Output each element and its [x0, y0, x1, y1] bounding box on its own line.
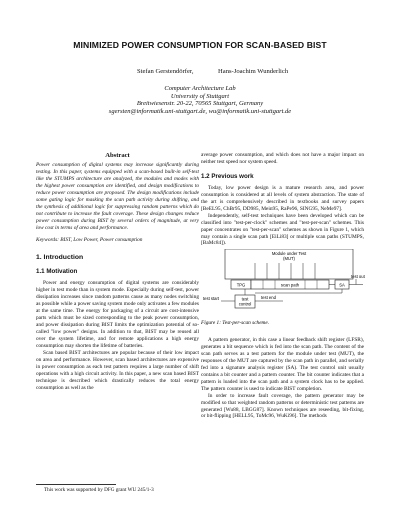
paragraph: Independently, self-test techniques have been developed which can be classified into "test-per-clock" schemes and "test-per-scan" schemes. This paper concentrates on "test-per-scan" schemes as shown in Figure 1, which may contain a single scan path [EiLi83] or multiple scan paths (STUMPS, [BaMc84]). [201, 212, 364, 247]
affiliation-email: sgersten@informatik.uni-stuttgart.de, wu@informatik.uni-stuttgart.de [108, 107, 292, 115]
paragraph: In order to increase fault coverage, the pattern generator may be modified so that weighted random patterns or deterministic test patterns are generated [Wu88, LBGG87]. Known techniques are reseeding, bit-fixing, or bit-flipping [HELL95, ToMc96, WuKi96]. The methods [201, 392, 364, 420]
author-1: Stefan Gerstendörfer, [137, 68, 194, 75]
test-out-label: test out [351, 274, 365, 279]
test-end-label: test end [261, 295, 276, 300]
keywords: Keywords: BIST, Low Power, Power consumption [36, 237, 143, 244]
mut-arrows [255, 263, 315, 279]
figure-caption: Figure 1: Test-per-scan scheme. [201, 320, 270, 326]
author-2: Hans-Joachim Wunderlich [218, 68, 289, 75]
paragraph: Scan based BIST architectures are popular because of their low impact on area and performance. However, scan based architectures are expensive in power consumption as each test pattern requires a large number of shift operations with a high circuit activity. In this paper, a new scan based BIST technique is described which drastically reduces the total energy consumption as well as the [36, 349, 199, 391]
tpg-label: TPG [236, 282, 246, 288]
scan-path-label: scan path [280, 282, 300, 288]
mut-label-abbrev: (MUT) [283, 256, 295, 261]
right-column-lower [201, 337, 364, 420]
mut-label: Module under Test [271, 251, 307, 256]
footnote: This work was supported by DFG grant WU 245/1-3 [44, 487, 154, 493]
abstract-heading: Abstract [105, 152, 130, 159]
section-introduction: 1. Introduction [36, 254, 84, 262]
test-control-label-2: control [238, 301, 252, 307]
paragraph: Power and energy consumption of digital systems are considerably higher in test mode than in system mode. Especially during self-test, power dissipation increases since random patterns cause as many nodes switching as possible while a power saving system mode only activates a few modules at the same time. The energy for packaging of a circuit are cost-intensive parts which must be sized corresponding to the peak power consumption, and power dissipation during BIST limits the optimization potential of so-called "low power" designs. In addition to that, BIST may be reused all over the system lifetime, and for remote applications a high energy consumption may shorten the lifetime of batteries. [36, 280, 199, 349]
paragraph: A pattern generator, in this case a linear feedback shift register (LFSR), generates a bit sequence which is fed into the scan path. The content of the scan path serves as a test pattern for the module under test (MUT), the responses of the MUT are captured by the scan path in parallel, and serially fed into a signature analysis register (SA). The test control unit usually contains a bit counter and a pattern counter. The bit counter indicates that a pattern is loaded into the scan path and a system clock has to be applied. The pattern counter is used to indicate BIST completion. [201, 337, 364, 392]
affiliation-lab: Computer Architecture Lab [164, 85, 236, 92]
subsection-motivation: 1.1 Motivation [36, 268, 78, 276]
figure-test-per-scan [201, 249, 366, 327]
left-column [36, 153, 199, 392]
sa-label: SA [339, 282, 345, 288]
test-start-label: test start [203, 296, 220, 301]
subsection-previous-work: 1.2 Previous work [201, 172, 254, 180]
affiliation-address: Breitwiesenstr. 20-22, 70565 Stuttgart, Germany [136, 100, 264, 107]
affiliation-university: University of Stuttgart [170, 92, 230, 100]
affiliation-block [0, 85, 400, 115]
right-column [201, 152, 364, 247]
test-control-label: test [241, 296, 249, 302]
footnote-rule [36, 484, 116, 485]
paper-title: MINIMIZED POWER CONSUMPTION FOR SCAN-BASED BIST [73, 40, 327, 50]
abstract-text: Power consumption of digital systems may increase significantly during testing. In this paper, systems equipped with a scan-based built-in self-test like the STUMPS architecture are analyzed, the modules and modes with the highest power consumption are identified, and design modifications to reduce power consumption are proposed. The design modifications include some gating logic for masking the scan path activity during shifting, and the synthesis of additional logic for suppressing random patterns which do not contribute to increase the fault coverage. These design changes reduce power consumption during BIST by several orders of magnitude, at very low cost in terms of area and performance. [36, 161, 199, 231]
paragraph: average power consumption, and which does not have a major impact on neither test speed nor system speed. [201, 152, 364, 165]
paragraph: Today, low power design is a mature research area, and power consumption is considered at all levels of system abstraction. The state of the art is comprehensively described in textbooks and survey papers [BeEL95, ChBr95, DD985, Mein95, RaPe96, SING95, NeMe97]. [201, 184, 364, 212]
